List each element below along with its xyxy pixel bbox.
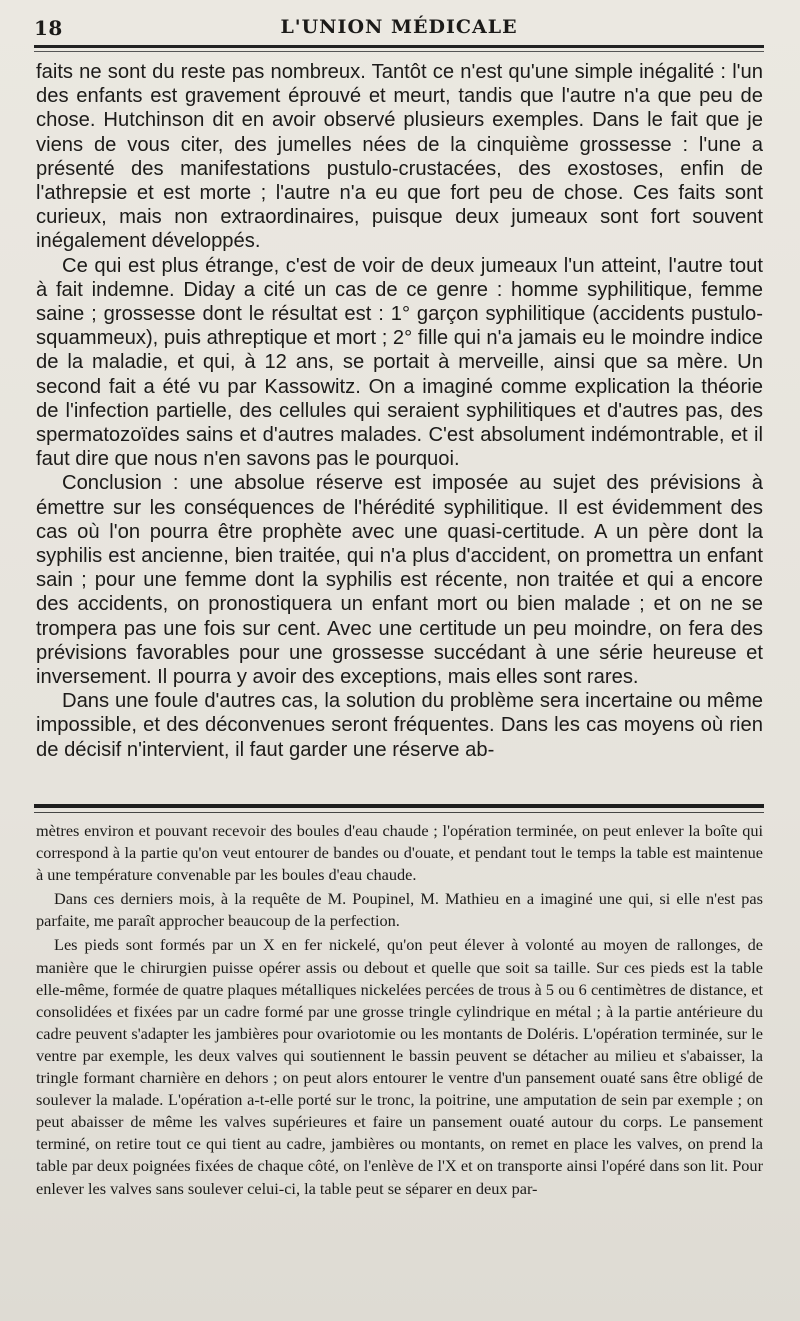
footnote-paragraph: Les pieds sont formés par un X en fer nickelé, qu'on peut élever à volonté au moyen de rallonges, de manière que le chirurgien puisse opérer assis ou debout et quelle que soit sa taille. Sur ces pieds est la table elle-même, formée de quatre plaques métalliques nickelées percées de trous à 5 ou 6 centimètres de distance, et consolidées et fixées par un cadre formé par une grosse tringle cylindrique en métal ; à la partie antérieure du cadre peuvent s'adapter les jambières pour ovariotomie ou les montants de Doléris. L'opération terminée, sur le ventre par exemple, les deux valves qui soutiennent le bassin peuvent se détacher au milieu et s'abaisser, la tringle formant charnière en dehors ; on peut alors entourer le ventre d'un pansement ouaté sans être obligé de soulever la malade. L'opération a-t-elle porté sur le tronc, la poitrine, une amputation de sein par exemple ; on peut abaisser de même les valves supérieures et faire un pansement ouaté autour du corps. Le pansement terminé, on retire tout ce qui tient au cadre, jambières ou montants, on remet en place les valves, on prend la table par deux poignées fixées de chaque côté, on l'enlève de l'X et on transporte ainsi l'opéré dans son lit. Pour enlever les valves sans soulever celui-ci, la table peut se séparer en deux par- xyxy=(36,935,763,1198)
footnote xyxy=(36,820,763,1200)
header-rule-thin xyxy=(34,51,764,52)
body-paragraph: Dans une foule d'autres cas, la solution du problème sera incertaine ou même impossible, et des déconvenues seront fréquentes. Dans les cas moyens où rien de décisif n'intervient, il faut garder une réserve ab- xyxy=(36,690,763,761)
body-paragraph: Ce qui est plus étrange, c'est de voir de deux jumeaux l'un atteint, l'autre tout à fait indemne. Diday a cité un cas de ce genre : homme syphilitique, femme saine ; grossesse dont le résultat est : 1° garçon syphilitique (accidents pustulo-squammeux), puis athreptique et mort ; 2° fille qui n'a jamais eu le moindre indice de la maladie, et qui, à 12 ans, se portait à merveille, ainsi que sa mère. Un second fait a été vu par Kassowitz. On a imaginé comme explication la théorie de l'infection partielle, des cellules qui seraient syphilitiques et d'autres pas, des spermatozoïdes sains et d'autres malades. C'est absolument indémontrable, et il faut dire que nous n'en savons pas le pourquoi. xyxy=(36,254,763,471)
page-number: 18 xyxy=(34,16,63,40)
footnote-paragraph: Dans ces derniers mois, à la requête de M. Poupinel, M. Mathieu en a imaginé une qui, si elle n'est pas parfaite, me paraît approcher beaucoup de la perfection. xyxy=(36,889,763,931)
page-header xyxy=(34,14,764,44)
header-rule xyxy=(34,45,764,48)
footnote-separator-thin xyxy=(34,812,764,813)
footnote-paragraph: mètres environ et pouvant recevoir des boules d'eau chaude ; l'opération terminée, on peut enlever la boîte qui correspond à la partie qu'on veut entourer de bandes ou d'ouate, et pendant tout le temps la table est maintenue à une température convenable par les boules d'eau chaude. xyxy=(36,821,763,885)
body-paragraph: faits ne sont du reste pas nombreux. Tantôt ce n'est qu'une simple inégalité : l'un des enfants est gravement éprouvé et meurt, tandis que l'autre n'a que peu de chose. Hutchinson dit en avoir observé plusieurs exemples. Dans le fait que je viens de vous citer, des jumelles nées de la cinquième grossesse : l'une a présenté des manifestations pustulo-crustacées, des exostoses, enfin de l'athrepsie et est morte ; l'autre n'a eu que fort peu de chose. Ces faits sont curieux, mais non extraordinaires, puisque deux jumeaux sont fort souvent inégalement développés. xyxy=(36,61,763,253)
journal-title: L'UNION MÉDICALE xyxy=(280,16,518,38)
body-paragraph: Conclusion : une absolue réserve est imposée au sujet des prévisions à émettre sur les conséquences de l'hérédité syphilitique. Il est évidemment des cas où l'on pourra être prophète avec une quasi-certitude. A un père dont la syphilis est ancienne, bien traitée, qui n'a plus d'accident, on promettra un enfant sain ; pour une femme dont la syphilis est récente, non traitée et qui a encore des accidents, on pronostiquera un enfant mort ou bien malade ; et on ne se trompera pas une fois sur cent. Avec une certitude un peu moindre, on fera des prévisions favorables pour une grossesse succédant à une série heureuse et inversement. Il pourra y avoir des exceptions, mais elles sont rares. xyxy=(36,472,763,689)
body-text xyxy=(36,60,763,762)
footnote-separator xyxy=(34,804,764,808)
